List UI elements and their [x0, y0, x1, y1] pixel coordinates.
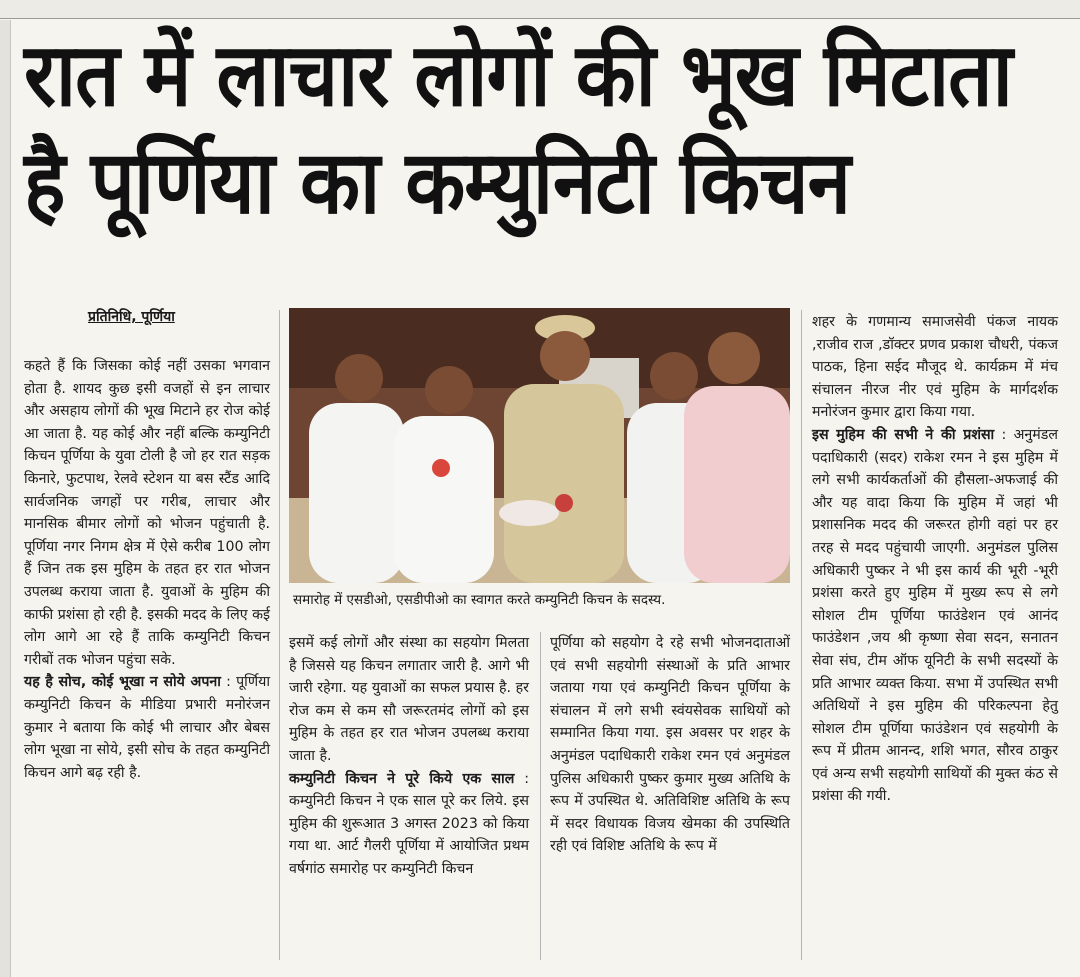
top-page-strip [0, 0, 1080, 19]
photo-caption: समारोह में एसडीओ, एसडीपीओ का स्वागत करते कम्युनिटी किचन के सदस्य. [289, 585, 790, 615]
paragraph-text: : अनुमंडल पदाधिकारी (सदर) राकेश रमन ने इस मुहिम में लगे सभी कार्यकर्ताओं की हौसला-अफजाई की और यह वादा किया कि मुहिम में जहां भी प्रशासनिक मदद की जरूरत होगी वहां पर हर तरह से मदद पहुंचायी जाएगी. अनुमंडल पुलिस अधिकारी पुष्कर ने भी इस कार्य की भूरी -भूरी प्रशंसा करते हुए मुहिम में मुख्य रूप से लगे सोशल टीम पूर्णिया फाउंडेशन एवं आनंद फाउंडेशन ,जय श्री कृष्णा सेवा सदन, सनातन सेवा संघ, टीम ऑफ यूनिटी के सभी सदस्यों के प्रति आभार व्यक्त किया. सभा में उपस्थित सभी अतिथियों ने इस मुहिम की परिकल्पना हेतु सोशल टीम पूर्णिया फाउंडेशन एवं सहयोगी के रूप में प्रीतम आनन्द, शशि भगत, सौरव ठाकुर एवं अन्य सभी सहयोगी साथियों की मुक्त कंठ से प्रशंसा की गयी. [812, 426, 1058, 805]
article-photo [289, 308, 790, 583]
article-headline: रात में लाचार लोगों की भूख मिटाता है पूर्णिया का कम्युनिटी किचन [24, 25, 1012, 234]
column-divider [801, 310, 802, 960]
subheading: यह है सोच, कोई भूखा न सोये अपना [24, 674, 221, 691]
subheading: कम्युनिटी किचन ने पूरे किये एक साल [289, 770, 515, 787]
article-column-4 [812, 311, 1058, 808]
paragraph-with-subhead [289, 768, 529, 881]
paragraph: पूर्णिया को सहयोग दे रहे सभी भोजनदाताओं एवं सभी सहयोगी संस्थाओं के प्रति आभार जताया गया एवं कम्युनिटी किचन पूर्णिया के संचालन में लगे सभी स्वंयसेवक साथियों को सम्मानित किया गया. इस अवसर पर शहर के अनुमंडल पदाधिकारी राकेश रमन एवं अनुमंडल पुलिस अधिकारी पुष्कर कुमार मुख्य अतिथि के रूप में उपस्थित थे. अतिविशिष्ट अतिथि के रूप में सदर विधायक विजय खेमका की उपस्थिति रही एवं विशिष्ट अतिथि के रूप में [550, 635, 790, 855]
subheading: इस मुहिम की सभी ने की प्रशंसा [812, 426, 995, 443]
paragraph-with-subhead [812, 424, 1058, 808]
paragraph: कहते हैं कि जिसका कोई नहीं उसका भगवान होता है. शायद कुछ इसी वजहों से इन लाचार और असहाय लोगों की भूख मिटाने हर रोज कोई आ जाता है. यह कोई और नहीं बल्कि कम्युनिटी किचन पूर्णिया के युवा टोली है जो हर रात सड़क किनारे, फुटपाथ, रेलवे स्टेशन या बस स्टैंड आदि सार्वजनिक जगहों पर गरीब, लाचार और मानसिक बीमार लोगों को भोजन पहुंचाती है. पूर्णिया नगर निगम क्षेत्र में ऐसे करीब 100 लोग हैं जिन तक इस मुहिम के तहत हर रात भोजन उपलब्ध कराया जाता है. युवाओं के मुहिम की काफी प्रशंसा हो रही है. इसकी मदद के लिए कई लोग आगे आ रहे हैं ताकि कम्युनिटी किचन गरीबों तक भोजन पहुंचा सके. [24, 358, 270, 668]
paragraph-text: : पूर्णिया कम्युनिटी किचन के मीडिया प्रभारी मनोरंजन कुमार ने बताया कि कोई भी लाचार और बेबस लोग भूखा ना सोये, इसी सोच के तहत कम्युनिटी किचन आगे बढ़ रही है. [24, 674, 271, 781]
article-column-1 [24, 355, 270, 784]
article-column-2 [289, 632, 529, 881]
article-column-3 [550, 632, 790, 858]
group-photo-illustration [289, 308, 790, 583]
paragraph-with-subhead [24, 671, 270, 784]
column-divider [540, 632, 541, 960]
paragraph-text: : कम्युनिटी किचन ने एक साल पूरे कर लिये. इस मुहिम की शुरूआत 3 अगस्त 2023 को किया गया था. आर्ट गैलरी पूर्णिया में आयोजित प्रथम वर्षगांठ समारोह पर कम्युनिटी किचन [289, 770, 529, 877]
adjacent-page-edge [0, 20, 11, 977]
paragraph: इसमें कई लोगों और संस्था का सहयोग मिलता है जिससे यह किचन लगातार जारी है. आगे भी जारी रहेगा. यह युवाओं का सफल प्रयास है. हर रोज कम से कम सौ जरूरतमंद लोगों को इस मुहिम के तहत हर रात भोजन उपलब्ध कराया जाता है. [289, 635, 529, 764]
column-divider [279, 310, 280, 960]
paragraph: शहर के गणमान्य समाजसेवी पंकज नायक ,राजीव राज ,डॉक्टर प्रणव प्रकाश चौधरी, पंकज पाठक, हिना सईद मौजूद थे. कार्यक्रम में मंच संचालन नीरज नीर एवं मुहिम के मार्गदर्शक मनोरंजन कुमार द्वारा किया गया. [812, 314, 1058, 421]
byline: प्रतिनिधि, पूर्णिया [88, 309, 175, 325]
